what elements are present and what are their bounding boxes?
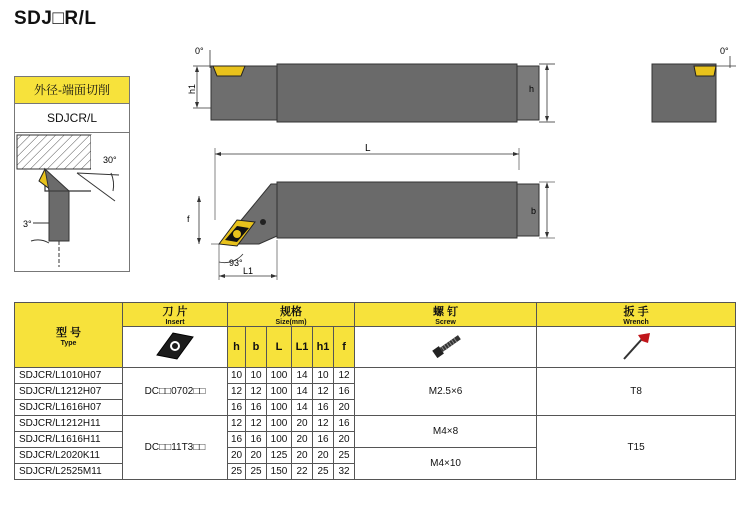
dim-cell: 10: [246, 368, 267, 384]
top-left-angle-label: 0°: [195, 46, 204, 56]
dim-header-L1: L1: [292, 327, 313, 368]
type-cell: SDJCR/L1616H07: [15, 400, 123, 416]
dim-header-L: L: [267, 327, 292, 368]
insert-image: [123, 327, 228, 368]
dim-cell: 14: [292, 368, 313, 384]
dim-cell: 12: [246, 384, 267, 400]
operation-box: [14, 76, 130, 272]
dim-header-f: f: [334, 327, 355, 368]
dim-cell: 100: [267, 432, 292, 448]
dim-cell: 12: [313, 384, 334, 400]
dim-cell: 20: [334, 432, 355, 448]
wrench-icon: [616, 329, 656, 363]
spec-table: [14, 302, 736, 480]
col-wrench-header: 扳 手 Wrench: [537, 303, 736, 327]
table-row: [15, 416, 736, 432]
dim-cell: 10: [313, 368, 334, 384]
type-cell: SDJCR/L1212H11: [15, 416, 123, 432]
type-cell: SDJCR/L2020K11: [15, 448, 123, 464]
table-subheader-row: [15, 327, 736, 368]
dim-cell: 125: [267, 448, 292, 464]
type-cell: SDJCR/L1010H07: [15, 368, 123, 384]
dim-cell: 16: [334, 416, 355, 432]
page-title: SDJ□R/L: [14, 8, 97, 29]
dim-cell: 20: [246, 448, 267, 464]
col-type-header: 型 号 Type: [15, 303, 123, 368]
insert-cell: DC□□11T3□□: [123, 416, 228, 480]
dim-cell: 16: [246, 400, 267, 416]
wrench-image: [537, 327, 736, 368]
dim-cell: 100: [267, 384, 292, 400]
model-label: SDJCR/L: [15, 104, 129, 133]
dim-cell: 22: [292, 464, 313, 480]
insert-icon: [153, 329, 197, 363]
col-size-header: 规格 Size(mm): [228, 303, 355, 327]
dim-header-h1: h1: [313, 327, 334, 368]
dim-f-label: f: [187, 214, 190, 224]
dim-cell: 12: [334, 368, 355, 384]
dim-cell: 16: [313, 400, 334, 416]
dim-cell: 12: [246, 416, 267, 432]
dim-cell: 32: [334, 464, 355, 480]
dim-L-label: L: [365, 143, 371, 154]
dim-cell: 150: [267, 464, 292, 480]
table-row: [15, 368, 736, 384]
dim-cell: 10: [228, 368, 246, 384]
dim-cell: 20: [313, 448, 334, 464]
dim-cell: 20: [334, 400, 355, 416]
dim-h-label: h: [529, 84, 535, 94]
dim-cell: 14: [292, 400, 313, 416]
table-header-row: [15, 303, 736, 327]
screw-image: [355, 327, 537, 368]
dim-cell: 100: [267, 416, 292, 432]
dim-cell: 12: [228, 416, 246, 432]
angle-3-label: 3°: [23, 219, 32, 229]
dim-cell: 12: [228, 384, 246, 400]
wrench-cell: T8: [537, 368, 736, 416]
dim-cell: 20: [292, 448, 313, 464]
dim-header-b: b: [246, 327, 267, 368]
dim-cell: 16: [246, 432, 267, 448]
screw-icon: [426, 329, 466, 363]
plan-view-drawing: [185, 140, 555, 284]
dim-cell: 16: [228, 432, 246, 448]
end-view-drawing: [648, 44, 738, 126]
cutting-diagram: [15, 133, 129, 271]
dim-cell: 16: [228, 400, 246, 416]
dim-cell: 20: [228, 448, 246, 464]
dim-L1-label: L1: [243, 266, 254, 276]
dim-cell: 16: [313, 432, 334, 448]
screw-cell: M2.5×6: [355, 368, 537, 416]
type-cell: SDJCR/L1616H11: [15, 432, 123, 448]
dim-cell: 20: [292, 416, 313, 432]
dim-cell: 14: [292, 384, 313, 400]
col-insert-header: 刀 片 Insert: [123, 303, 228, 327]
insert-cell: DC□□0702□□: [123, 368, 228, 416]
dim-b-label: b: [531, 206, 537, 216]
dim-cell: 100: [267, 400, 292, 416]
dim-cell: 20: [292, 432, 313, 448]
dim-h1-label: h1: [187, 83, 197, 94]
operation-label: 外径-端面切削: [15, 77, 129, 104]
type-cell: SDJCR/L2525M11: [15, 464, 123, 480]
type-cell: SDJCR/L1212H07: [15, 384, 123, 400]
dim-cell: 25: [334, 448, 355, 464]
dim-cell: 16: [334, 384, 355, 400]
screw-cell: M4×10: [355, 448, 537, 480]
dim-cell: 25: [246, 464, 267, 480]
wrench-cell: T15: [537, 416, 736, 480]
dim-header-h: h: [228, 327, 246, 368]
angle-30-label: 30°: [103, 155, 117, 165]
angle-93-label: 93°: [229, 258, 243, 268]
side-view-drawing: [185, 44, 555, 126]
col-screw-header: 螺 钉 Screw: [355, 303, 537, 327]
dim-cell: 100: [267, 368, 292, 384]
top-right-angle-label: 0°: [720, 46, 729, 56]
dim-cell: 25: [228, 464, 246, 480]
dim-cell: 25: [313, 464, 334, 480]
dim-cell: 12: [313, 416, 334, 432]
screw-cell: M4×8: [355, 416, 537, 448]
